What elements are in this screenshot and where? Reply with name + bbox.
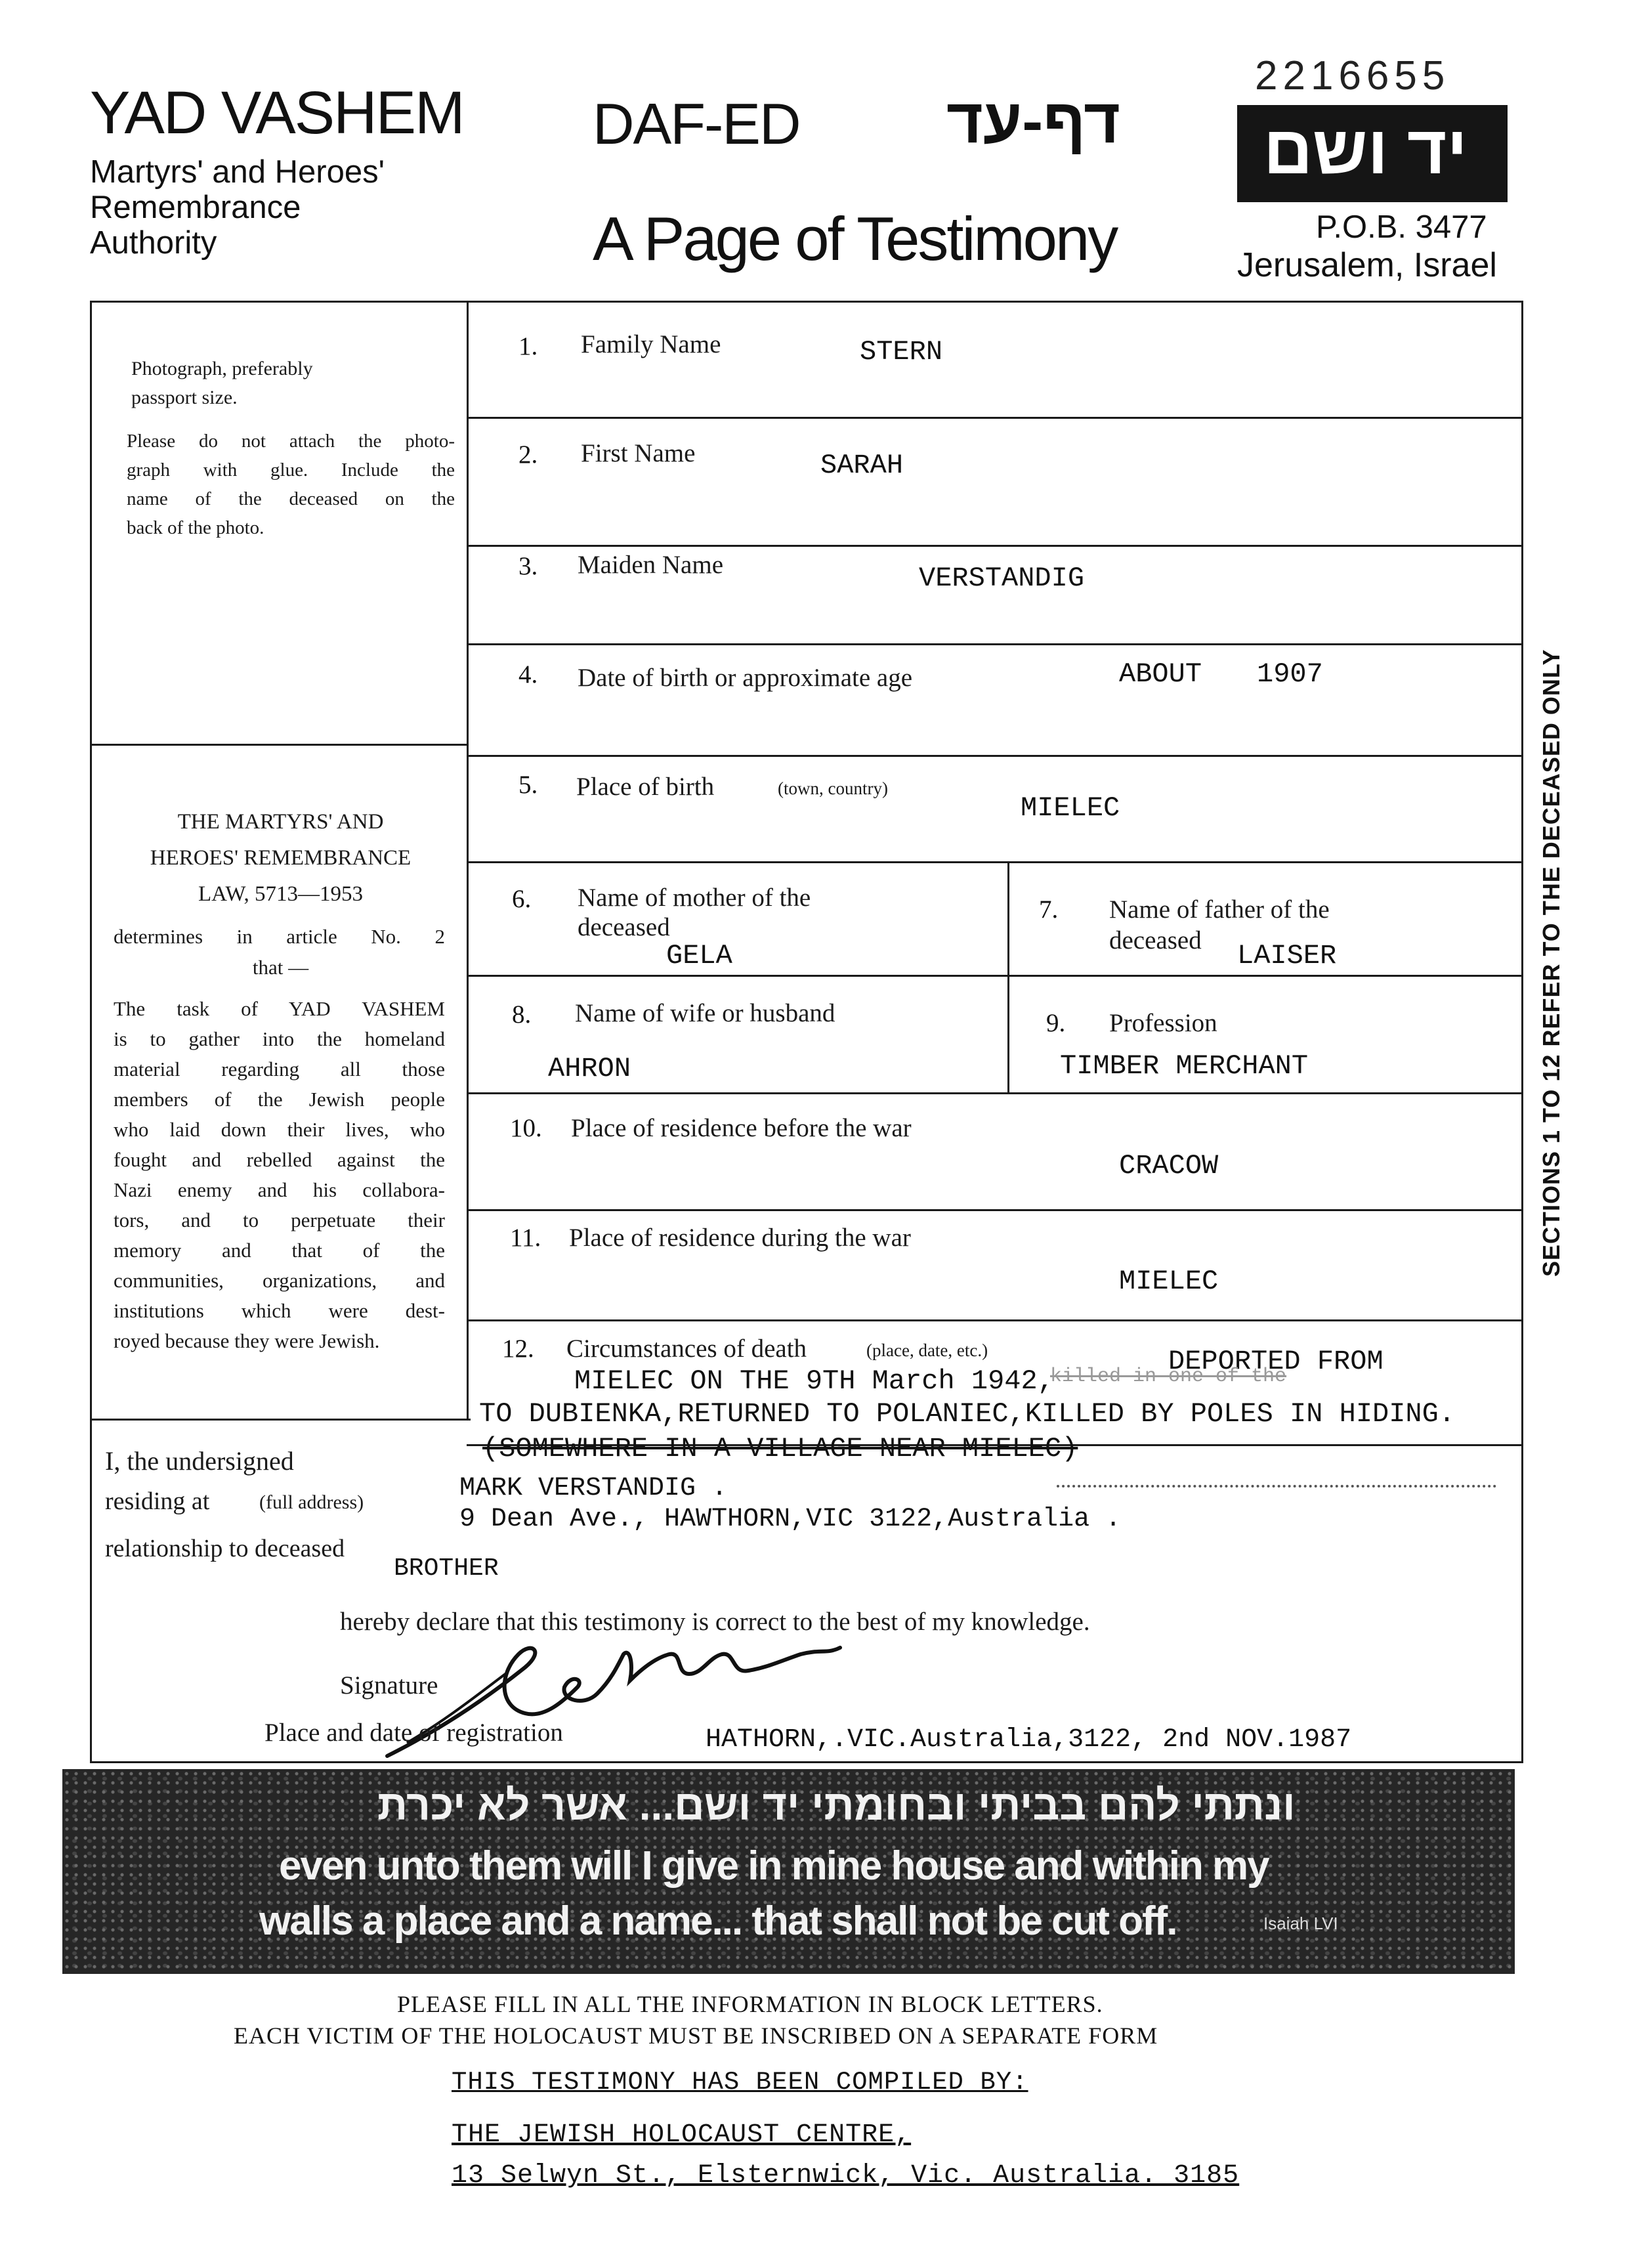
address-value[interactable]: 9 Dean Ave., HAWTHORN,VIC 3122,Australia .	[459, 1505, 1122, 1534]
org-subtitle-2: Remembrance	[90, 190, 301, 225]
place-date-value[interactable]: HATHORN,.VIC.Australia,3122, 2nd NOV.1987	[706, 1725, 1352, 1755]
sections-side-note: SECTIONS 1 TO 12 REFER TO THE DECEASED ONLY	[1538, 649, 1565, 1277]
field-2-label: First Name	[581, 439, 696, 467]
banner-reference: Isaiah LVI	[1263, 1914, 1338, 1933]
field-1-label: Family Name	[581, 330, 721, 358]
declaration-top-line	[90, 1419, 471, 1421]
field-6-label-2: deceased	[578, 913, 670, 941]
pob: P.O.B. 3477	[1316, 209, 1487, 245]
stamp-line-3: 13 Selwyn St., Elsternwick, Vic. Australia. 3185	[452, 2161, 1240, 2191]
photo-instruction-1: Photograph, preferably	[131, 358, 313, 379]
law-heading-3: LAW, 5713—1953	[198, 882, 363, 906]
law-body-line: is to gather into the homeland	[114, 1027, 445, 1050]
death-circumstances-struck: killed in one of the	[1050, 1365, 1287, 1388]
field-7-label-2: deceased	[1109, 926, 1202, 954]
field-2-number: 2.	[518, 440, 538, 469]
row-line-2	[467, 545, 1523, 547]
undersigned-label: I, the undersigned	[105, 1446, 294, 1476]
field-4-number: 4.	[518, 660, 538, 689]
row-line-8	[467, 1209, 1523, 1211]
law-body-line: members of the Jewish people	[114, 1088, 445, 1111]
law-body-line: material regarding all those	[114, 1058, 445, 1081]
instruction-line-2: EACH VICTIM OF THE HOLOCAUST MUST BE INSCRIBED ON A SEPARATE FORM	[234, 2022, 1158, 2049]
field-6-number: 6.	[512, 885, 532, 913]
field-9-label: Profession	[1109, 1009, 1217, 1037]
maiden-name-value[interactable]: VERSTANDIG	[919, 563, 1085, 594]
law-body-line: royed because they were Jewish.	[114, 1329, 380, 1352]
residence-before-value[interactable]: CRACOW	[1119, 1150, 1219, 1182]
undersigned-value[interactable]: MARK VERSTANDIG .	[459, 1474, 728, 1503]
residing-label-small: (full address)	[259, 1491, 364, 1513]
signature-label: Signature	[340, 1671, 438, 1700]
law-intro-1: determines in article No. 2	[114, 925, 445, 948]
first-name-value[interactable]: SARAH	[820, 450, 904, 481]
yad-vashem-logo	[1237, 105, 1508, 202]
photo-note-4: back of the photo.	[127, 517, 264, 538]
field-12-number: 12.	[502, 1335, 534, 1363]
daf-ed-hebrew: דף-עד	[946, 86, 1120, 156]
stamp-line-2: THE JEWISH HOLOCAUST CENTRE,	[452, 2120, 912, 2150]
row-line-6	[467, 975, 1523, 977]
banner-hebrew: ונתתי להם בביתי ובחומתי יד ושם... אשר לא יכרת	[377, 1782, 1296, 1829]
spouse-name-value[interactable]: AHRON	[548, 1053, 631, 1084]
law-body-line: who laid down their lives, who	[114, 1118, 445, 1141]
field-11-number: 11.	[510, 1224, 541, 1252]
stamp-line-1: THIS TESTIMONY HAS BEEN COMPILED BY:	[452, 2068, 1028, 2097]
place-date-label: Place and date of registration	[264, 1719, 563, 1747]
field-7-number: 7.	[1039, 895, 1059, 924]
declaration-statement: hereby declare that this testimony is correct to the best of my knowledge.	[340, 1608, 1090, 1636]
field-4-label: Date of birth or approximate age	[578, 664, 913, 692]
form-number: 2216655	[1255, 53, 1450, 98]
law-body-line: institutions which were dest-	[114, 1299, 445, 1322]
isaiah-banner	[62, 1769, 1515, 1974]
law-body-line: tors, and to perpetuate their	[114, 1209, 445, 1231]
relationship-value[interactable]: BROTHER	[394, 1554, 499, 1583]
death-circumstances-value-4[interactable]: (SOMEWHERE IN A VILLAGE NEAR MIELEC)	[482, 1433, 1078, 1465]
photo-note-1: Please do not attach the photo-	[127, 431, 455, 452]
photo-note-3: name of the deceased on the	[127, 488, 455, 509]
org-subtitle-1: Martyrs' and Heroes'	[90, 154, 385, 190]
left-column-divider	[467, 301, 469, 1419]
mid-divider	[1007, 861, 1009, 1092]
death-circumstances-value-2[interactable]: MIELEC ON THE 9TH March 1942,	[574, 1365, 1054, 1397]
undersigned-dots	[1057, 1485, 1496, 1487]
law-body-line: memory and that of the	[114, 1239, 445, 1262]
field-12-label: Circumstances of death	[566, 1335, 807, 1363]
photo-law-divider	[90, 744, 469, 746]
instruction-line-1: PLEASE FILL IN ALL THE INFORMATION IN BLOCK LETTERS.	[397, 1991, 1103, 2017]
law-body-line: fought and rebelled against the	[114, 1148, 445, 1171]
law-body-line: communities, organizations, and	[114, 1269, 445, 1292]
law-body-line: Nazi enemy and his collabora-	[114, 1178, 445, 1201]
field-11-label: Place of residence during the war	[569, 1224, 911, 1252]
field-10-label: Place of residence before the war	[571, 1114, 912, 1142]
logo-hebrew-text: יד ושם	[1263, 112, 1468, 188]
photo-note-2: graph with glue. Include the	[127, 460, 455, 481]
page-title: A Page of Testimony	[593, 204, 1117, 273]
city: Jerusalem, Israel	[1237, 246, 1497, 284]
field-7-label-1: Name of father of the	[1109, 895, 1330, 924]
field-3-number: 3.	[518, 552, 538, 580]
death-circumstances-value-1[interactable]: DEPORTED FROM	[1168, 1346, 1384, 1377]
org-name: YAD VASHEM	[90, 79, 464, 146]
law-intro-2: that —	[252, 956, 309, 979]
banner-line-2: walls a place and a name... that shall not be cut off.	[259, 1898, 1177, 1944]
birth-age-value-a[interactable]: ABOUT	[1119, 658, 1202, 690]
row-line-3	[467, 643, 1523, 645]
row-line-4	[467, 755, 1523, 757]
family-name-value[interactable]: STERN	[860, 336, 943, 368]
daf-ed-title: DAF-ED	[593, 91, 800, 156]
mother-name-value[interactable]: GELA	[666, 940, 732, 972]
field-5-number: 5.	[518, 771, 538, 799]
death-circumstances-value-3[interactable]: TO DUBIENKA,RETURNED TO POLANIEC,KILLED BY POLES IN HIDING.	[479, 1398, 1456, 1430]
row-line-5	[467, 861, 1523, 863]
field-6-label-1: Name of mother of the	[578, 884, 811, 912]
profession-value[interactable]: TIMBER MERCHANT	[1060, 1050, 1309, 1082]
banner-line-1: even unto them will I give in mine house and within my	[279, 1843, 1269, 1889]
field-1-number: 1.	[518, 332, 538, 360]
photo-instruction-2: passport size.	[131, 387, 238, 408]
field-5-label-small: (town, country)	[778, 779, 888, 798]
law-heading-1: THE MARTYRS' AND	[177, 810, 384, 834]
relationship-label: relationship to deceased	[105, 1535, 345, 1562]
row-line-9	[467, 1319, 1523, 1321]
field-5-label: Place of birth	[576, 773, 715, 801]
law-heading-2: HEROES' REMEMBRANCE	[150, 846, 412, 870]
row-line-7	[467, 1092, 1523, 1094]
birthplace-value[interactable]: MIELEC	[1021, 792, 1120, 824]
field-12-label-small: (place, date, etc.)	[866, 1340, 988, 1360]
field-8-number: 8.	[512, 1000, 532, 1029]
row-line-1	[467, 417, 1523, 419]
residing-label: residing at	[105, 1487, 210, 1515]
field-9-number: 9.	[1046, 1009, 1066, 1037]
birth-age-value-b[interactable]: 1907	[1257, 658, 1323, 690]
law-body-line: The task of YAD VASHEM	[114, 997, 445, 1020]
field-3-label: Maiden Name	[578, 551, 724, 579]
field-8-label: Name of wife or husband	[575, 999, 835, 1027]
org-subtitle-3: Authority	[90, 225, 217, 261]
father-name-value[interactable]: LAISER	[1237, 940, 1337, 972]
field-10-number: 10.	[510, 1114, 542, 1142]
residence-during-value[interactable]: MIELEC	[1119, 1266, 1219, 1297]
